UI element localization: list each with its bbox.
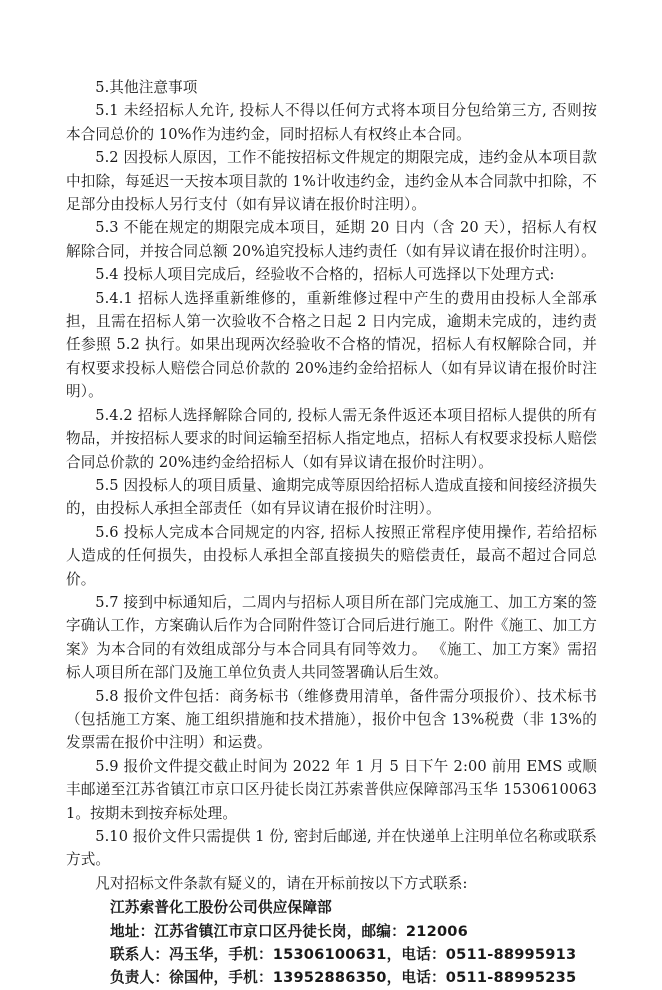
paragraph-5-9: 5.9 报价文件提交截止时间为 2022 年 1 月 5 日下午 2:00 前用 EMS 或顺丰邮递至江苏省镇江市京口区丹徒长岗江苏索普供应保障部冯玉华 15306100631。按期未到按弃标处理。 [66,757,597,822]
paragraph-5-7: 5.7 接到中标通知后，二周内与招标人项目所在部门完成施工、加工方案的签字确认工作，方案确认后作为合同附件签订合同后进行施工。附件《施工、加工方案》为本合同的有效组成部分与本合同具有同等效力。 《施工、加工方案》需招标人项目所在部门及施工单位负责人共同签署确认后生效。 [66,593,597,682]
section-heading: 5.其他注意事项 [95,79,198,96]
contact-organization: 江苏索普化工股份公司供应保障部 [110,899,332,917]
paragraph-5-4-2: 5.4.2 招标人选择解除合同的, 投标人需无条件返还本项目招标人提供的所有物品，并按招标人要求的时间运输至招标人指定地点，招标人有权要求投标人赔偿合同总价款的 20%违约金给招标人（如有异议请在报价时注明）。 [66,406,597,471]
contact-responsible-person: 负责人：徐国仲，手机：13952886350，电话：0511-88995235 [110,969,577,987]
contact-address: 地址：江苏省镇江市京口区丹徒长岗，邮编：212006 [110,922,469,940]
paragraph-5-1: 5.1 未经招标人允许, 投标人不得以任何方式将本项目分包给第三方, 否则按本合同总价的 10%作为违约金，同时招标人有权终止本合同。 [66,102,597,143]
contact-person: 联系人：冯玉华，手机：15306100631，电话：0511-88995913 [110,946,577,964]
paragraph-5-6: 5.6 投标人完成本合同规定的内容, 招标人按照正常程序使用操作, 若给招标人造成的任何损失，由投标人承担全部直接损失的赔偿责任，最高不超过合同总价。 [66,523,597,588]
paragraph-5-4-1: 5.4.1 招标人选择重新维修的，重新维修过程中产生的费用由投标人全部承担，且需在招标人第一次验收不合格之日起 2 日内完成，逾期未完成的，违约责任参照 5.2 执行。如果出现两次经验收不合格的情况，招标人有权解除合同，并有权要求投标人赔偿合同总价款的 20%违约金给招标人（如有异议请在报价时注明）。 [66,289,597,401]
paragraph-contact-intro: 凡对招标文件条款有疑义的，请在开标前按以下方式联系: [95,874,468,892]
contact-block [66,896,597,990]
document-body [66,76,597,990]
paragraph-5-3: 5.3 不能在规定的期限完成本项目，延期 20 日内（含 20 天），招标人有权解除合同，并按合同总额 20%追究投标人违约责任（如有异议请在报价时注明）。 [66,219,597,260]
paragraph-5-4: 5.4 投标人项目完成后，经验收不合格的，招标人可选择以下处理方式: [95,266,555,284]
paragraph-5-8: 5.8 报价文件包括：商务标书（维修费用清单，备件需分项报价）、技术标书（包括施工方案、施工组织措施和技术措施），报价中包含 13%税费（非 13%的发票需在报价中注明）和运费。 [66,687,597,752]
paragraph-5-2: 5.2 因投标人原因，工作不能按招标文件规定的期限完成，违约金从本项目款中扣除，每延迟一天按本项目款的 1%计收违约金，违约金从本合同款中扣除，不足部分由投标人另行支付（如有异议请在报价时注明）。 [66,149,597,214]
paragraph-5-5: 5.5 因投标人的项目质量、逾期完成等原因给招标人造成直接和间接经济损失的，由投标人承担全部责任（如有异议请在报价时注明）。 [66,476,597,518]
paragraph-5-10: 5.10 报价文件只需提供 1 份, 密封后邮递, 并在快递单上注明单位名称或联系方式。 [66,828,597,869]
